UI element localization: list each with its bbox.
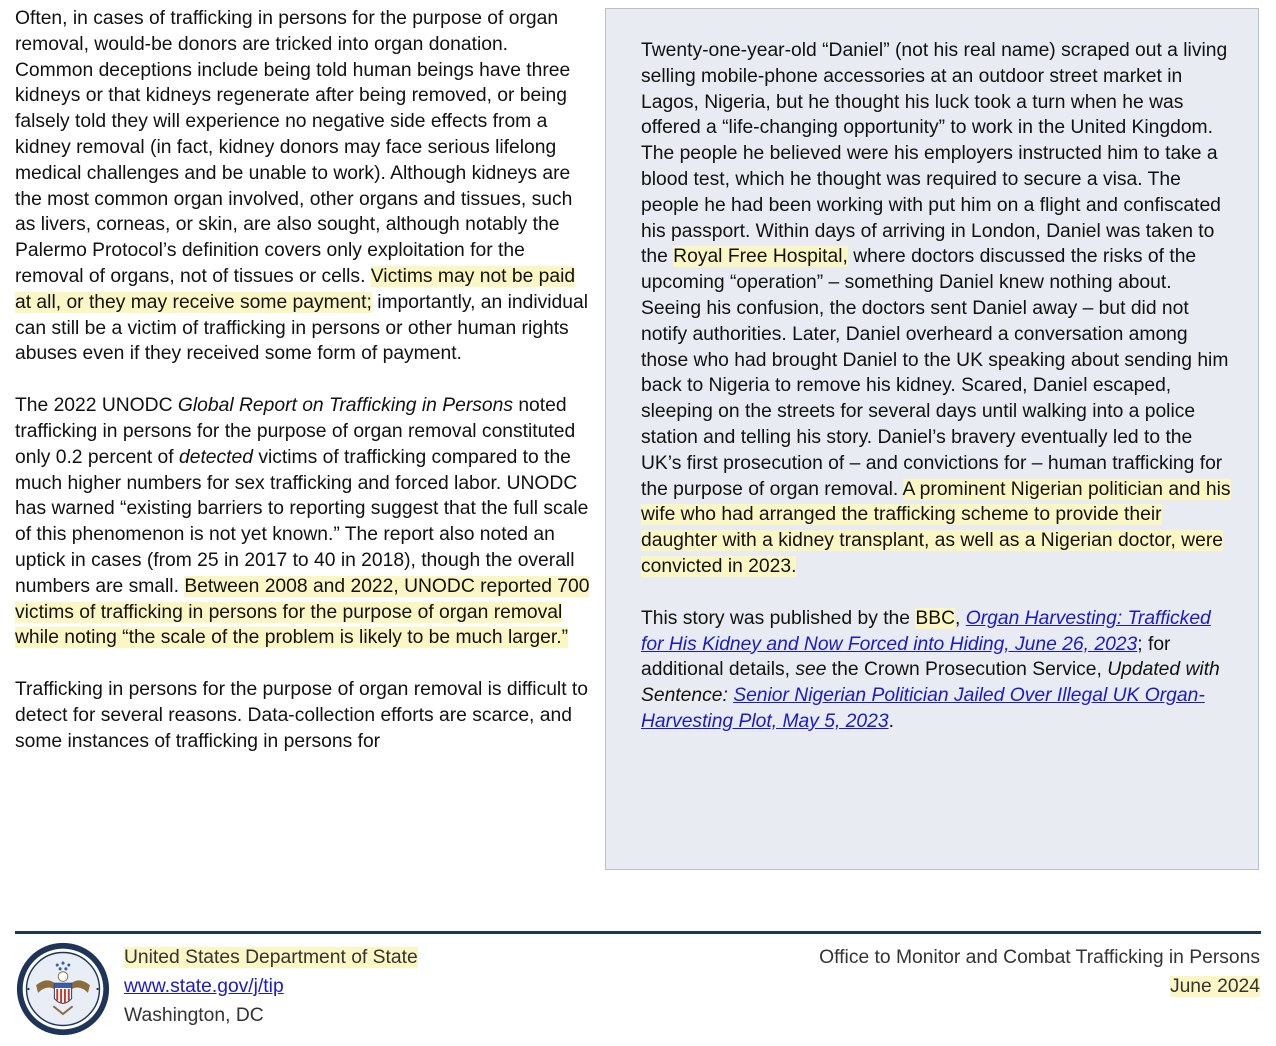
bbc-article-link[interactable]: Organ Harvesting: Trafficked for His Kidney and Now Forced into Hiding, June 26, 2023	[641, 607, 1211, 655]
highlighted-text: Between 2008 and 2022, UNODC reported 700 victims of trafficking in persons for the purpose of organ removal while noting “the scale of the problem is likely to be much larger.”	[15, 575, 590, 649]
case-study-sidebar	[605, 8, 1259, 870]
report-title: Global Report on Trafficking in Persons	[177, 395, 513, 417]
paragraph-organ-deceptions: Often, in cases of trafficking in persons for the purpose of organ removal, would-be donors are tricked into organ donation. Common deceptions include being told human beings have three kidneys or that kidneys regenerate after being removed, or being falsely told they will experience no negative side effects from a kidney removal (in fact, kidney donors may face serious lifelong medical challenges and be unable to work). Although kidneys are the most common organ involved, other organs and tissues, such as livers, corneas, or skin, are also sought, although notably the Palermo Protocol’s definition covers only exploitation for the removal of organs, not of tissues or cells. Victims may not be paid at all, or they may receive some payment; importantly, an individual can still be a victim of trafficking in persons or other human rights abuses even if they received some form of payment.	[15, 8, 588, 365]
office-name: Office to Monitor and Combat Trafficking in Persons	[819, 947, 1260, 968]
highlighted-text: BBC	[915, 607, 956, 629]
report-date: June 2024	[1169, 976, 1260, 997]
footer-left	[124, 943, 418, 1030]
tip-website-link[interactable]: www.state.gov/j/tip	[124, 976, 284, 997]
footer-divider	[15, 931, 1261, 934]
state-department-seal-icon	[15, 941, 111, 1037]
paragraph-detection-difficulty: Trafficking in persons for the purpose of organ removal is difficult to detect for several reasons. Data-collection efforts are scarce, and some instances of trafficking in persons for	[15, 679, 589, 752]
paragraph-sources: This story was published by the BBC, Organ Harvesting: Trafficked for His Kidney and Now Forced into Hiding, June 26, 2023; for additional details, see the Crown Prosecution Service, Updated with Sentence: Senior Nigerian Politician Jailed Over Illegal UK Organ-Harvesting Plot, May 5, 2023.	[641, 607, 1220, 732]
main-text-column	[15, 6, 590, 755]
highlighted-text: A prominent Nigerian politician and his wife who had arranged the trafficking scheme to provide their daughter with a kidney transplant, as well as a Nigerian doctor, were convicted in 2023.	[641, 478, 1231, 577]
highlighted-text: Victims may not be paid at all, or they may receive some payment;	[15, 265, 576, 313]
footer-city: Washington, DC	[124, 1005, 264, 1026]
highlighted-text: Royal Free Hospital,	[673, 246, 848, 268]
cps-article-link[interactable]: Senior Nigerian Politician Jailed Over Illegal UK Organ-Harvesting Plot, May 5, 2023	[641, 685, 1205, 732]
paragraph-unodc-report: The 2022 UNODC Global Report on Trafficking in Persons noted trafficking in persons for the purpose of organ removal constituted only 0.2 percent of detected victims of trafficking compared to the much higher numbers for sex trafficking and forced labor. UNODC has warned “existing barriers to reporting suggest that the full scale of this phenomenon is not yet known.” The report also noted an uptick in cases (from 25 in 2017 to 40 in 2018), though the overall numbers are small. Between 2008 and 2022, UNODC reported 700 victims of trafficking in persons for the purpose of organ removal while noting “the scale of the problem is likely to be much larger.”	[15, 395, 590, 649]
sidebar-text	[641, 38, 1231, 735]
paragraph-daniel-story: Twenty-one-year-old “Daniel” (not his real name) scraped out a living selling mobile-phone accessories at an outdoor street market in Lagos, Nigeria, but he thought his luck took a turn when he was offered a “life-changing opportunity” to work in the United Kingdom. The people he believed were his employers instructed him to take a blood test, which he thought was required to secure a visa. The people he had been working with put him on a flight and confiscated his passport. Within days of arriving in London, Daniel was taken to the Royal Free Hospital, where doctors discussed the risks of the upcoming “operation” – something Daniel knew nothing about. Seeing his confusion, the doctors sent Daniel away – but did not notify authorities. Later, Daniel overheard a conversation among those who had brought Daniel to the UK speaking about sending him back to Nigeria to remove his kidney. Scared, Daniel escaped, sleeping on the streets for several days until walking into a police station and telling his story. Daniel’s bravery eventually led to the UK’s first prosecution of – and convictions for – human trafficking for the purpose of organ removal. A prominent Nigerian politician and his wife who had arranged the trafficking scheme to provide their daughter with a kidney transplant, as well as a Nigerian doctor, were convicted in 2023.	[641, 40, 1231, 577]
footer-right	[819, 943, 1260, 1001]
department-name: United States Department of State	[124, 947, 418, 968]
